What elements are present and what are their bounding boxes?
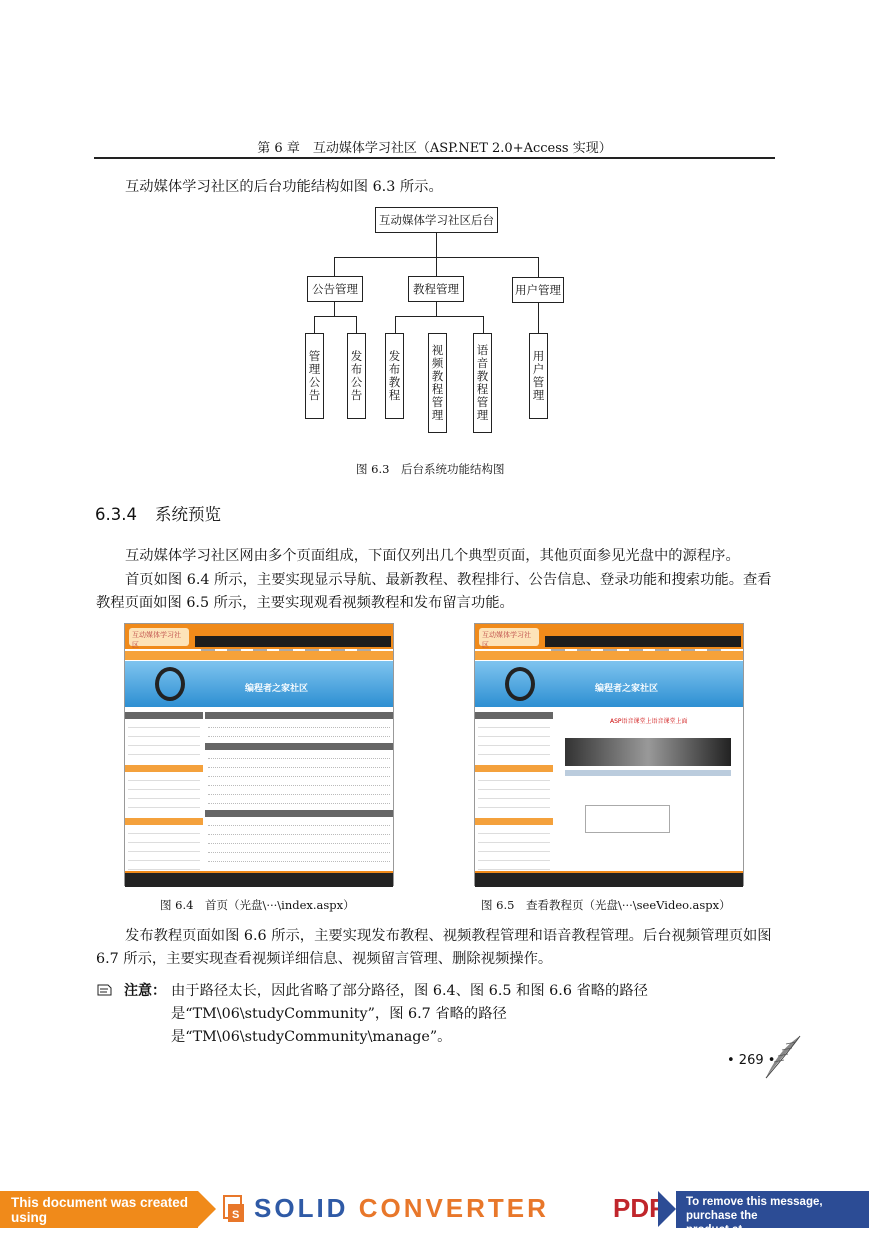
brand-converter: CONVERTER (358, 1193, 549, 1223)
banner-left-text: This document was created using (0, 1191, 198, 1228)
connector (334, 257, 335, 276)
diagram-leaf-audio-tutorials: 语音教程管理 (473, 333, 492, 433)
diagram-leaf-publish-announcements: 发布公告 (347, 333, 366, 419)
diagram-leaf-user-management: 用户管理 (529, 333, 548, 419)
screenshot-banner (475, 661, 743, 707)
converter-banner (0, 1191, 869, 1250)
note-label: 注意： (124, 983, 166, 999)
connector (436, 302, 437, 316)
section-title: 系统预览 (154, 505, 221, 524)
brand-pdf: PDF (613, 1193, 665, 1223)
screenshot-footer (125, 871, 393, 887)
body-paragraph: 首页如图 6.4 所示，主要实现显示导航、最新教程、教程排行、公告信息、登录功能和搜索功能。查看教程页面如图 6.5 所示，主要实现观看视频教程和发布留言功能。 (96, 572, 772, 611)
screenshot-logo: 互动媒体学习社区 (479, 628, 539, 646)
connector (538, 303, 539, 333)
banner-purchase-link[interactable] (676, 1191, 869, 1250)
screenshot-nav (545, 636, 741, 647)
intro-paragraph: 互动媒体学习社区的后台功能结构如图 6.3 所示。 (125, 179, 443, 195)
homepage-screenshot (124, 623, 394, 886)
connector (356, 316, 357, 333)
banner-right-line1: To remove this message, purchase the (686, 1196, 823, 1222)
body-paragraph: 发布教程页面如图 6.6 所示，主要实现发布教程、视频教程管理和语音教程管理。后台视频管理页如图 6.7 所示，主要实现查看视频详细信息、视频留言管理、删除视频操作。 (96, 928, 772, 967)
note-text (96, 980, 776, 1049)
diagram-root-node: 互动媒体学习社区后台 (375, 207, 498, 233)
note-body: 由于路径太长，因此省略了部分路径，图 6.4、图 6.5 和图 6.6 省略的路径是“TM\06\studyCommunity”，图 6.7 省略的路径是“TM\06\studyCommunity\manage”。 (171, 983, 648, 1045)
connector (538, 257, 539, 277)
brand-solid: SOLID (254, 1193, 349, 1223)
page-number: • 269 • (727, 1053, 776, 1068)
magnifier-icon (155, 667, 185, 701)
figure-6-5-caption: 图 6.5 查看教程页（光盘\···\seeVideo.aspx） (481, 898, 731, 912)
connector (395, 316, 483, 317)
body-paragraph: 互动媒体学习社区网由多个页面组成，下面仅列出几个典型页面，其他页面参见光盘中的源程序。 (125, 548, 740, 564)
chapter-header: 第 6 章 互动媒体学习社区（ASP.NET 2.0+Access 实现） (257, 141, 612, 156)
screenshot-main (555, 710, 743, 870)
video-player (565, 738, 731, 766)
screenshot-main (205, 710, 393, 870)
screenshot-search-bar (475, 651, 743, 660)
connector (314, 316, 356, 317)
screenshot-nav (195, 636, 391, 647)
section-number: 6.3.4 (95, 505, 137, 524)
screenshot-banner-text: 编程者之家社区 (245, 684, 309, 694)
section-heading (95, 501, 221, 525)
message-box (585, 805, 670, 833)
video-page-screenshot (474, 623, 744, 886)
document-logo-icon (223, 1195, 245, 1223)
diagram-node-users: 用户管理 (512, 277, 564, 303)
banner-right-line2: product at www.SolidDocuments.com (686, 1224, 834, 1250)
diagram-leaf-video-tutorials: 视频教程管理 (428, 333, 447, 433)
screenshot-video-title: ASP语音课堂上语音课堂上面 (610, 718, 688, 725)
screenshot-sidebar (475, 710, 553, 870)
connector (436, 233, 437, 257)
screenshot-banner (125, 661, 393, 707)
diagram-caption: 图 6.3 后台系统功能结构图 (356, 462, 505, 476)
connector (334, 302, 335, 316)
diagram-leaf-manage-announcements: 管理公告 (305, 333, 324, 419)
header-rule (94, 157, 775, 159)
connector (436, 257, 437, 276)
banner-brand (254, 1193, 549, 1224)
svg-text:S: S (232, 1209, 240, 1221)
figure-6-4-caption: 图 6.4 首页（光盘\···\index.aspx） (160, 898, 355, 912)
magnifier-icon (505, 667, 535, 701)
connector (395, 316, 396, 333)
screenshot-footer (475, 871, 743, 887)
screenshot-sidebar (125, 710, 203, 870)
connector (314, 316, 315, 333)
video-controls (565, 770, 731, 776)
banner-right-arrow (658, 1191, 676, 1227)
screenshot-logo: 互动媒体学习社区 (129, 628, 189, 646)
banner-arrow (198, 1191, 216, 1227)
screenshot-banner-text: 编程者之家社区 (595, 684, 659, 694)
connector (483, 316, 484, 333)
feather-icon (760, 1034, 802, 1082)
screenshot-search-bar (125, 651, 393, 660)
diagram-leaf-publish-tutorials: 发布教程 (385, 333, 404, 419)
diagram-node-announcements: 公告管理 (307, 276, 363, 302)
diagram-node-tutorials: 教程管理 (408, 276, 464, 302)
